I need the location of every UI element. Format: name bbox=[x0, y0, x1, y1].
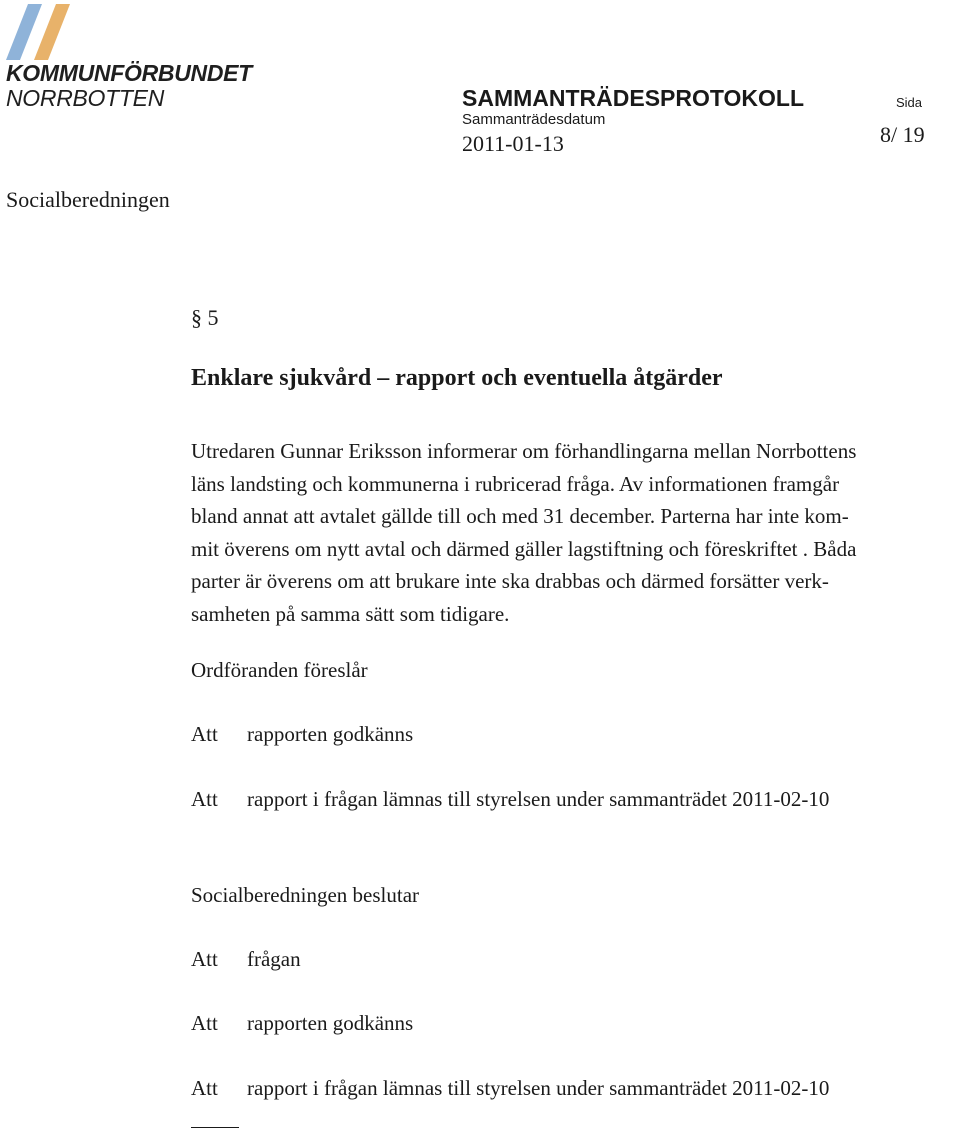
section-paragraph bbox=[191, 435, 960, 630]
proposal-att: Att bbox=[191, 787, 218, 811]
decision-att: Att bbox=[191, 1076, 218, 1100]
organization-name: Socialberedningen bbox=[6, 187, 170, 212]
proposal-label: Ordföranden föreslår bbox=[191, 658, 368, 682]
proposal-text: rapport i frågan lämnas till styrelsen under sammanträdet 2011-02-10 bbox=[247, 787, 830, 811]
logo-text-line1: KOMMUNFÖRBUNDET bbox=[6, 60, 252, 86]
logo-stripes-icon bbox=[6, 4, 76, 62]
paragraph-line: läns landsting och kommunerna i rubricerad fråga. Av informationen framgår bbox=[191, 471, 840, 496]
section-number: § 5 bbox=[191, 305, 219, 330]
paragraph-line: mit överens om nytt avtal och därmed gäller lagstiftning och föreskriftet . Båda bbox=[191, 536, 857, 561]
date-label: Sammanträdesdatum bbox=[462, 111, 606, 128]
decision-text: frågan bbox=[247, 947, 301, 971]
paragraph-line: Utredaren Gunnar Eriksson informerar om förhandlingarna mellan Norrbottens bbox=[191, 439, 857, 463]
paragraph-line: parter är överens om att brukare inte ska drabbas och därmed forsätter verk- bbox=[191, 569, 829, 593]
paragraph-line: samheten på samma sätt som tidigare. bbox=[191, 601, 510, 626]
proposal-text: rapporten godkänns bbox=[247, 722, 414, 746]
page-number: 8/ 19 bbox=[880, 122, 925, 147]
proposal-att: Att bbox=[191, 722, 218, 746]
paragraph-line: bland annat att avtalet gällde till och med 31 december. Parterna har inte kom- bbox=[191, 504, 849, 528]
date-value: 2011-01-13 bbox=[462, 131, 564, 156]
section-title: Enklare sjukvård – rapport och eventuella åtgärder bbox=[191, 365, 723, 391]
logo-text-line2: NORRBOTTEN bbox=[6, 85, 165, 111]
decision-label: Socialberedningen beslutar bbox=[191, 883, 420, 907]
decision-att: Att bbox=[191, 1011, 218, 1035]
decision-text: rapport i frågan lämnas till styrelsen under sammanträdet 2011-02-10 bbox=[247, 1076, 830, 1100]
end-rule bbox=[191, 1127, 239, 1128]
document-title: SAMMANTRÄDESPROTOKOLL bbox=[462, 85, 805, 111]
decision-att: Att bbox=[191, 947, 218, 971]
decision-text: rapporten godkänns bbox=[247, 1011, 414, 1035]
page-label: Sida bbox=[896, 95, 923, 110]
